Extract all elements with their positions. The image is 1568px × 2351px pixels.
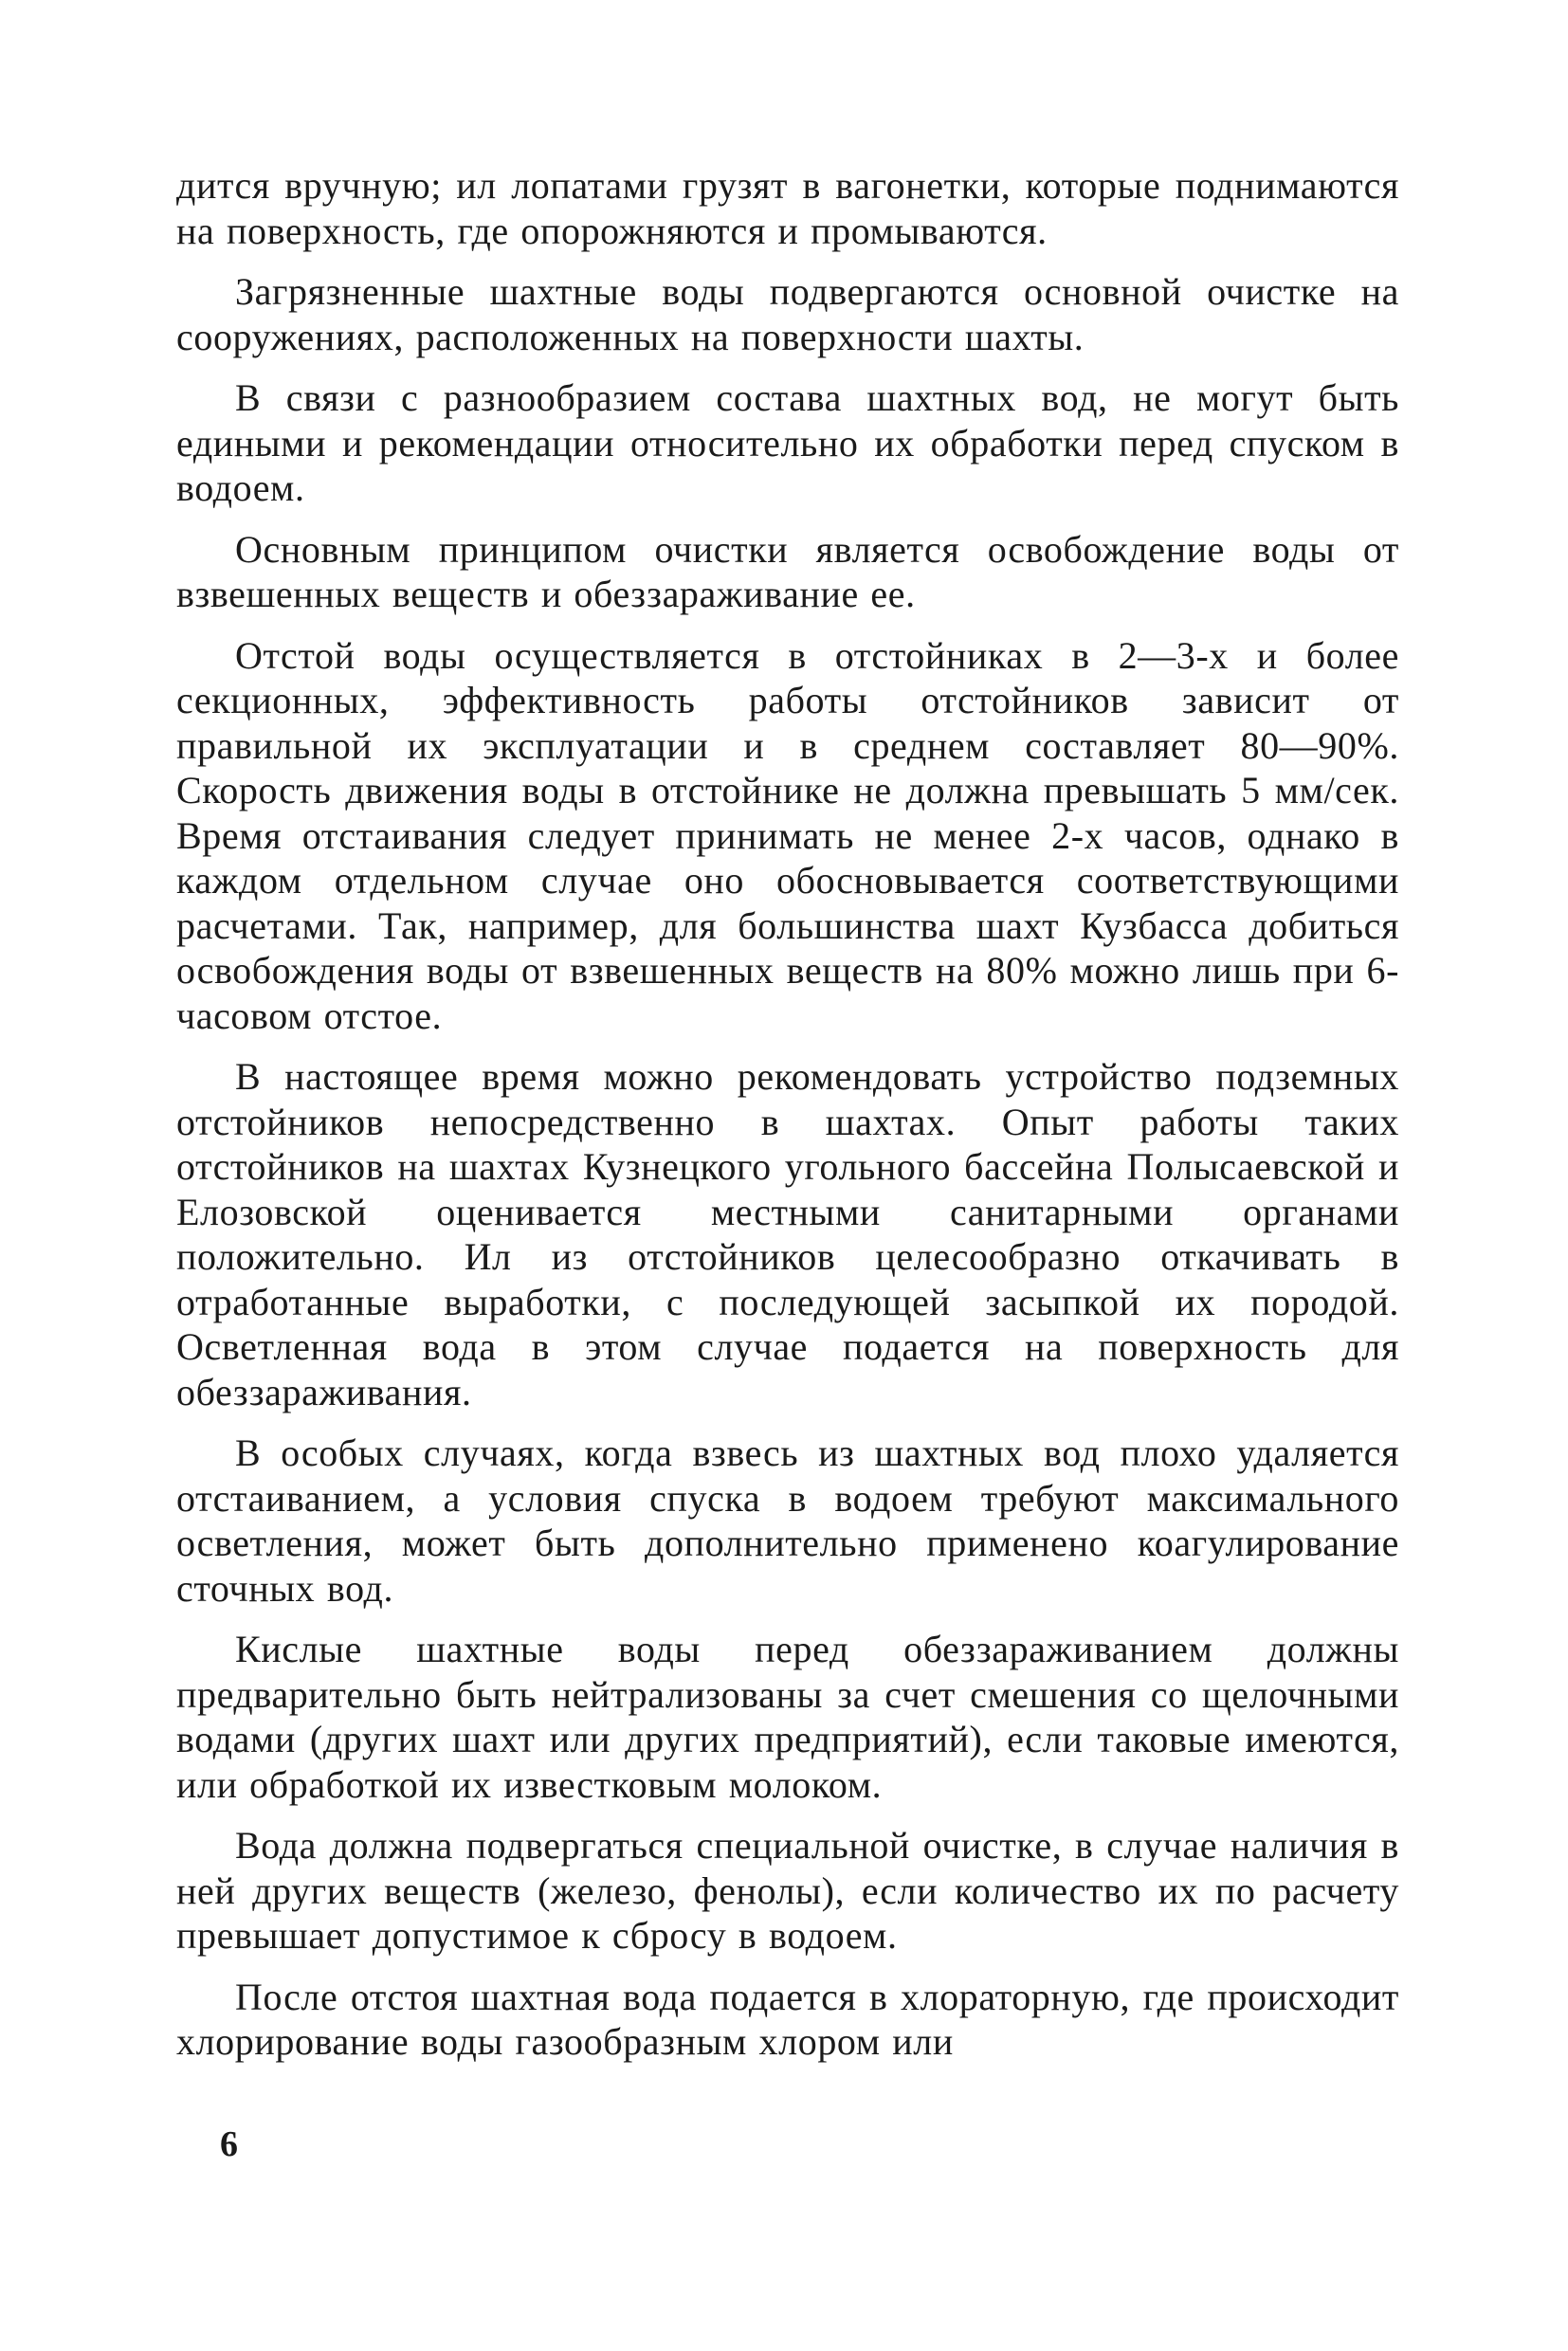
paragraph-10: После отстоя шахтная вода подается в хлораторную, где происходит хлорирование воды газообразным хлором или (176, 1975, 1399, 2063)
paragraph-7: В особых случаях, когда взвесь из шахтных вод плохо удаляется отстаиванием, а условия спуска в водоем требуют максимального осветления, может быть дополнительно применено коагулирование сточных вод. (176, 1431, 1399, 1610)
paragraph-4: Основным принципом очистки является освобождение воды от взвешенных веществ и обеззараживание ее. (176, 527, 1399, 615)
paragraph-9: Вода должна подвергаться специальной очистке, в случае наличия в ней других веществ (железо, фенолы), если количество их по расчету превышает допустимое к сбросу в водоем. (176, 1824, 1399, 1957)
paragraph-6: В настоящее время можно рекомендовать устройство подземных отстойников непосредственно в шахтах. Опыт работы таких отстойников на шахтах Кузнецкого угольного бассейна Полысаевской и Елозовской оценивается местными санитарными органами положительно. Ил из отстойников целесообразно откачивать в отработанные выработки, с последующей засыпкой их породой. Осветленная вода в этом случае подается на поверхность для обеззараживания. (176, 1055, 1399, 1413)
page-number: 6 (220, 2124, 238, 2164)
paragraph-1: дится вручную; ил лопатами грузят в вагонетки, которые поднимаются на поверхность, где опорожняются и промываются. (176, 164, 1399, 252)
paragraph-3: В связи с разнообразием состава шахтных вод, не могут быть едиными и рекомендации относительно их обработки перед спуском в водоем. (176, 376, 1399, 509)
paragraph-2: Загрязненные шахтные воды подвергаются основной очистке на сооружениях, расположенных на поверхности шахты. (176, 270, 1399, 358)
body-text (176, 163, 1399, 2081)
paragraph-8: Кислые шахтные воды перед обеззараживанием должны предварительно быть нейтрализованы за счет смешения со щелочными водами (других шахт или других предприятий), если таковые имеются, или обработкой их известковым молоком. (176, 1628, 1399, 1806)
paragraph-5: Отстой воды осуществляется в отстойниках в 2—3-х и более секционных, эффективность работы отстойников зависит от правильной их эксплуатации и в среднем составляет 80—90%. Скорость движения воды в отстойнике не должна превышать 5 мм/сек. Время отстаивания следует принимать не менее 2-х часов, однако в каждом отдельном случае оно обосновывается соответствующими расчетами. Так, например, для большинства шахт Кузбасса добиться освобождения воды от взвешенных веществ на 80% можно лишь при 6-часовом отстое. (176, 633, 1399, 1037)
